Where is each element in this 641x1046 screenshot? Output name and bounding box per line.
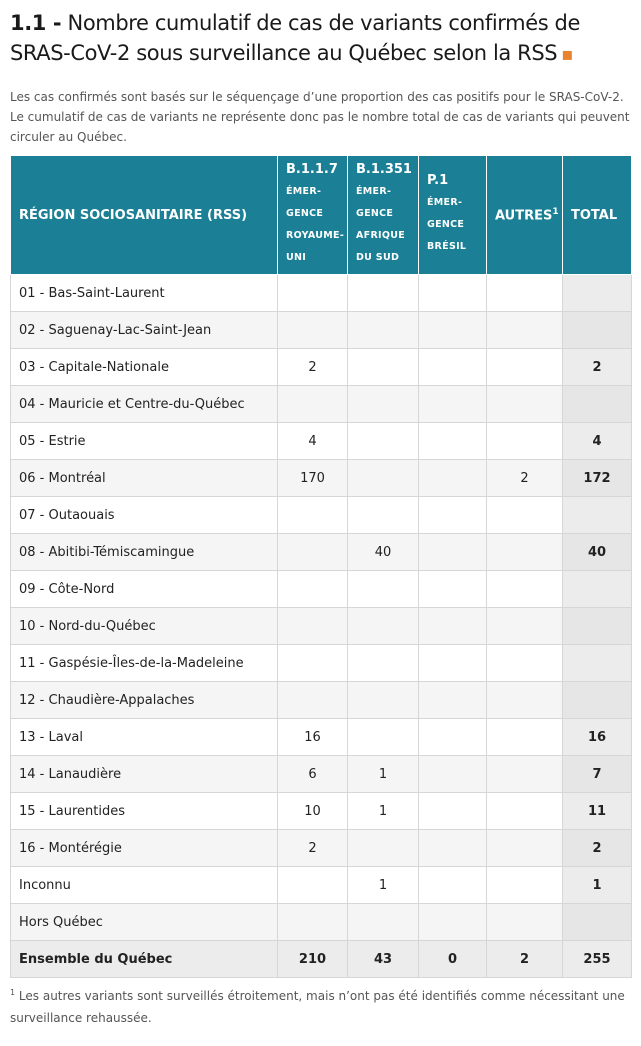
cell-region: 11 - Gaspésie-Îles-de-la-Madeleine: [11, 645, 278, 682]
cell-region: Inconnu: [11, 867, 278, 904]
cell-region: 03 - Capitale-Nationale: [11, 349, 278, 386]
footnote-text: Les autres variants sont surveillés étroitement, mais n’ont pas été identifiés comme nécessitant une surveillance rehaussée.: [10, 989, 625, 1025]
cell-p1: [419, 312, 487, 349]
cell-b117: 170: [278, 460, 348, 497]
cell-autres: [487, 349, 563, 386]
cell-b1351: [348, 423, 419, 460]
cell-region: 05 - Estrie: [11, 423, 278, 460]
cell-autres: [487, 645, 563, 682]
cell-b117: [278, 645, 348, 682]
cell-region: 06 - Montréal: [11, 460, 278, 497]
cell-autres: [487, 608, 563, 645]
sum-cell-p1: 0: [419, 941, 487, 978]
cell-total: 16: [563, 719, 632, 756]
footnote-marker: 1: [10, 988, 16, 997]
cell-total: 172: [563, 460, 632, 497]
cell-b1351: [348, 275, 419, 312]
cell-p1: [419, 534, 487, 571]
cell-b1351: [348, 497, 419, 534]
page-title: [10, 8, 631, 70]
cell-total: 4: [563, 423, 632, 460]
cell-b117: 2: [278, 830, 348, 867]
header-autres-footnote-ref: 1: [552, 206, 559, 217]
cell-p1: [419, 460, 487, 497]
table-row: [11, 460, 632, 497]
cell-b1351: [348, 608, 419, 645]
cell-autres: [487, 756, 563, 793]
cell-autres: [487, 312, 563, 349]
cell-b117: [278, 608, 348, 645]
cell-p1: [419, 793, 487, 830]
cell-b1351: [348, 904, 419, 941]
cell-autres: 2: [487, 460, 563, 497]
cell-b117: [278, 867, 348, 904]
variants-table: [10, 155, 632, 978]
cell-b117: [278, 571, 348, 608]
table-row: [11, 608, 632, 645]
cell-p1: [419, 497, 487, 534]
header-b1351-sub: ÉMER-GENCE AFRIQUE DU SUD: [356, 185, 406, 263]
cell-b117: 2: [278, 349, 348, 386]
cell-p1: [419, 608, 487, 645]
cell-p1: [419, 571, 487, 608]
cell-b117: [278, 312, 348, 349]
cell-region: 02 - Saguenay-Lac-Saint-Jean: [11, 312, 278, 349]
cell-b117: [278, 386, 348, 423]
cell-p1: [419, 423, 487, 460]
cell-autres: [487, 275, 563, 312]
title-text: Nombre cumulatif de cas de variants confirmés de SRAS-CoV-2 sous surveillance au Québec selon la RSS: [10, 11, 581, 65]
cell-total: 7: [563, 756, 632, 793]
cell-b1351: [348, 386, 419, 423]
table-header-row: [11, 156, 632, 275]
cell-b117: 6: [278, 756, 348, 793]
square-marker-icon: ▪: [561, 44, 574, 65]
cell-b117: 4: [278, 423, 348, 460]
table-row: [11, 756, 632, 793]
cell-autres: [487, 497, 563, 534]
sum-cell-region: Ensemble du Québec: [11, 941, 278, 978]
cell-region: 07 - Outaouais: [11, 497, 278, 534]
cell-b1351: [348, 312, 419, 349]
intro-paragraph: Les cas confirmés sont basés sur le séquençage d’une proportion des cas positifs pour le SRAS-CoV-2. Le cumulatif de cas de variants ne représente donc pas le nombre total de cas de variants qui peuvent circuler au Québec.: [10, 90, 630, 144]
cell-total: [563, 608, 632, 645]
cell-b1351: [348, 571, 419, 608]
header-b117: [278, 156, 348, 275]
table-row: [11, 571, 632, 608]
cell-b1351: [348, 349, 419, 386]
cell-b117: 10: [278, 793, 348, 830]
header-b1351-code: B.1.351: [356, 161, 412, 177]
cell-total: [563, 312, 632, 349]
cell-p1: [419, 756, 487, 793]
table-row: [11, 275, 632, 312]
cell-p1: [419, 386, 487, 423]
cell-b1351: [348, 460, 419, 497]
table-row: [11, 904, 632, 941]
cell-region: 13 - Laval: [11, 719, 278, 756]
cell-total: [563, 497, 632, 534]
cell-b117: [278, 904, 348, 941]
sum-cell-b1351: 43: [348, 941, 419, 978]
cell-autres: [487, 534, 563, 571]
sum-cell-total: 255: [563, 941, 632, 978]
cell-total: 2: [563, 349, 632, 386]
table-row: [11, 645, 632, 682]
cell-autres: [487, 571, 563, 608]
cell-region: 01 - Bas-Saint-Laurent: [11, 275, 278, 312]
cell-b1351: [348, 682, 419, 719]
cell-b117: [278, 275, 348, 312]
header-b1351: [348, 156, 419, 275]
cell-autres: [487, 793, 563, 830]
cell-total: [563, 386, 632, 423]
cell-b117: [278, 497, 348, 534]
cell-autres: [487, 867, 563, 904]
cell-b1351: 1: [348, 867, 419, 904]
cell-b1351: 40: [348, 534, 419, 571]
cell-total: 1: [563, 867, 632, 904]
cell-region: 08 - Abitibi-Témiscamingue: [11, 534, 278, 571]
cell-region: 16 - Montérégie: [11, 830, 278, 867]
cell-b117: [278, 534, 348, 571]
table-row: [11, 386, 632, 423]
table-row: [11, 423, 632, 460]
cell-p1: [419, 682, 487, 719]
cell-region: 04 - Mauricie et Centre-du-Québec: [11, 386, 278, 423]
cell-autres: [487, 719, 563, 756]
cell-b117: [278, 682, 348, 719]
cell-b1351: [348, 830, 419, 867]
cell-total: [563, 645, 632, 682]
header-p1: [419, 156, 487, 275]
cell-total: [563, 571, 632, 608]
cell-total: [563, 275, 632, 312]
cell-p1: [419, 867, 487, 904]
cell-p1: [419, 645, 487, 682]
cell-autres: [487, 830, 563, 867]
cell-autres: [487, 904, 563, 941]
header-b117-code: B.1.1.7: [286, 161, 338, 177]
sum-cell-b117: 210: [278, 941, 348, 978]
table-row: [11, 534, 632, 571]
cell-total: [563, 682, 632, 719]
cell-b1351: [348, 719, 419, 756]
cell-b1351: 1: [348, 756, 419, 793]
sum-cell-autres: 2: [487, 941, 563, 978]
header-rss: RÉGION SOCIOSANITAIRE (RSS): [11, 156, 278, 275]
table-row: [11, 349, 632, 386]
cell-b1351: 1: [348, 793, 419, 830]
cell-autres: [487, 386, 563, 423]
cell-p1: [419, 830, 487, 867]
cell-total: [563, 904, 632, 941]
header-b117-sub: ÉMER-GENCE ROYAUME-UNI: [286, 185, 345, 263]
table-row: [11, 312, 632, 349]
cell-total: 40: [563, 534, 632, 571]
table-row: [11, 719, 632, 756]
table-row: [11, 497, 632, 534]
footnote: [10, 982, 631, 1029]
header-total: TOTAL: [563, 156, 632, 275]
header-p1-code: P.1: [427, 172, 449, 188]
title-number: 1.1 -: [10, 11, 62, 35]
cell-total: 2: [563, 830, 632, 867]
table-row: [11, 793, 632, 830]
table-total-row: [11, 941, 632, 978]
cell-autres: [487, 682, 563, 719]
cell-region: 12 - Chaudière-Appalaches: [11, 682, 278, 719]
cell-region: 10 - Nord-du-Québec: [11, 608, 278, 645]
cell-p1: [419, 719, 487, 756]
table-row: [11, 867, 632, 904]
header-p1-sub: ÉMER-GENCE BRÉSIL: [427, 196, 467, 252]
cell-p1: [419, 349, 487, 386]
cell-b117: 16: [278, 719, 348, 756]
cell-region: 09 - Côte-Nord: [11, 571, 278, 608]
cell-region: 15 - Laurentides: [11, 793, 278, 830]
cell-b1351: [348, 645, 419, 682]
cell-region: Hors Québec: [11, 904, 278, 941]
cell-total: 11: [563, 793, 632, 830]
cell-p1: [419, 904, 487, 941]
cell-autres: [487, 423, 563, 460]
header-autres-label: AUTRES: [495, 208, 553, 224]
cell-p1: [419, 275, 487, 312]
cell-region: 14 - Lanaudière: [11, 756, 278, 793]
table-row: [11, 830, 632, 867]
header-autres: [487, 156, 563, 275]
table-row: [11, 682, 632, 719]
